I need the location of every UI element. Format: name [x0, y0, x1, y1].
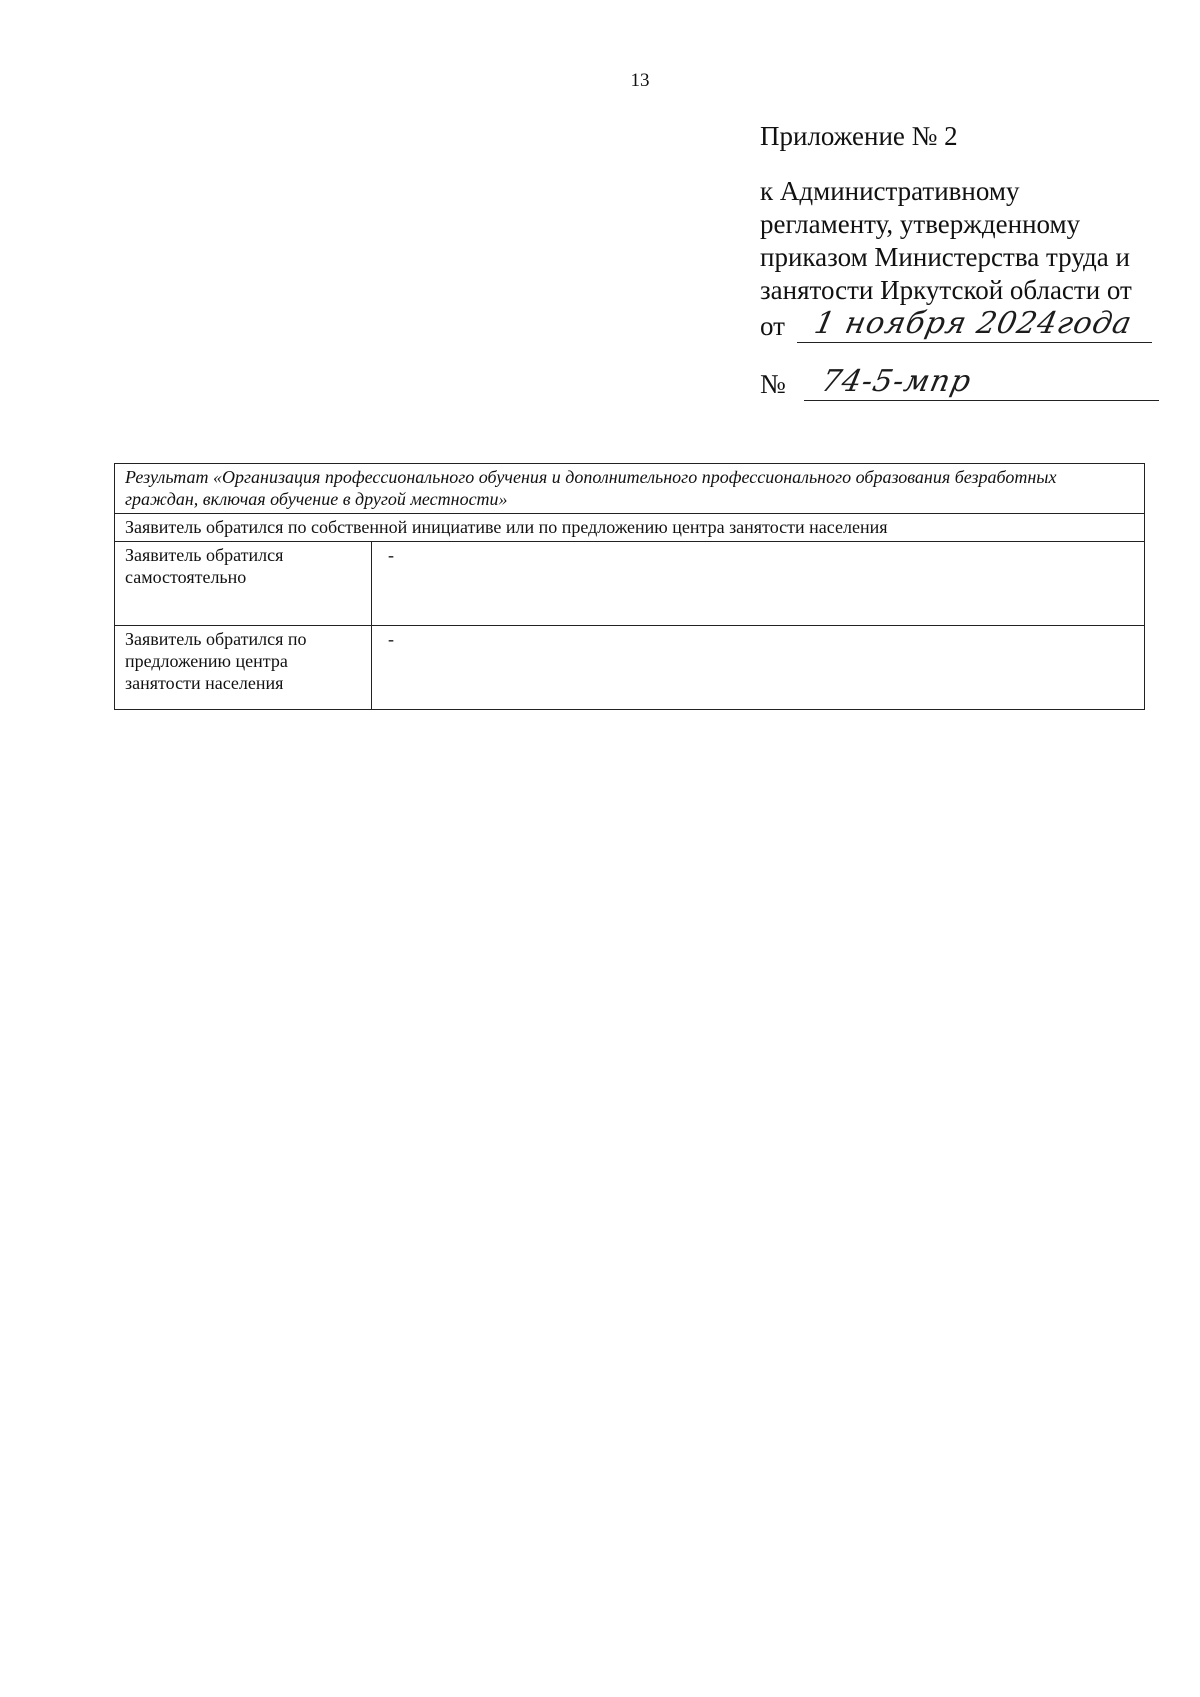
date-row — [760, 307, 1160, 343]
table-header-cell: Результат «Организация профессионального обучения и дополнительного профессионального образования безработных граждан, включая обучение в другой местности» — [115, 464, 1145, 514]
table-row — [115, 626, 1145, 710]
handwritten-date: 1 ноября 2024года — [811, 306, 1136, 341]
number-prefix: № — [760, 369, 786, 399]
row-value: - — [372, 626, 1145, 710]
table-header-row — [115, 464, 1145, 514]
table-row — [115, 542, 1145, 626]
row-label: Заявитель обратился самостоятельно — [115, 542, 372, 626]
appendix-line-4: занятости Иркутской области от — [760, 275, 1132, 305]
appendix-line-2: регламенту, утвержденному — [760, 209, 1081, 239]
row-value: - — [372, 542, 1145, 626]
number-field — [804, 366, 1159, 401]
appendix-title: Приложение № 2 — [760, 121, 958, 151]
appendix-block — [760, 120, 1160, 401]
appendix-line-1: к Административному — [760, 176, 1020, 206]
result-table — [114, 463, 1145, 710]
appendix-line-3: приказом Министерства труда и — [760, 242, 1130, 272]
table-subheader-cell: Заявитель обратился по собственной инициативе или по предложению центра занятости населения — [115, 514, 1145, 542]
table-subheader-row — [115, 514, 1145, 542]
number-row — [760, 365, 1160, 401]
date-prefix: от — [760, 311, 785, 341]
page-number: 13 — [630, 70, 650, 91]
handwritten-number: 74-5-мпр — [818, 364, 975, 399]
row-label: Заявитель обратился по предложению центра занятости населения — [115, 626, 372, 710]
date-field — [797, 308, 1152, 343]
